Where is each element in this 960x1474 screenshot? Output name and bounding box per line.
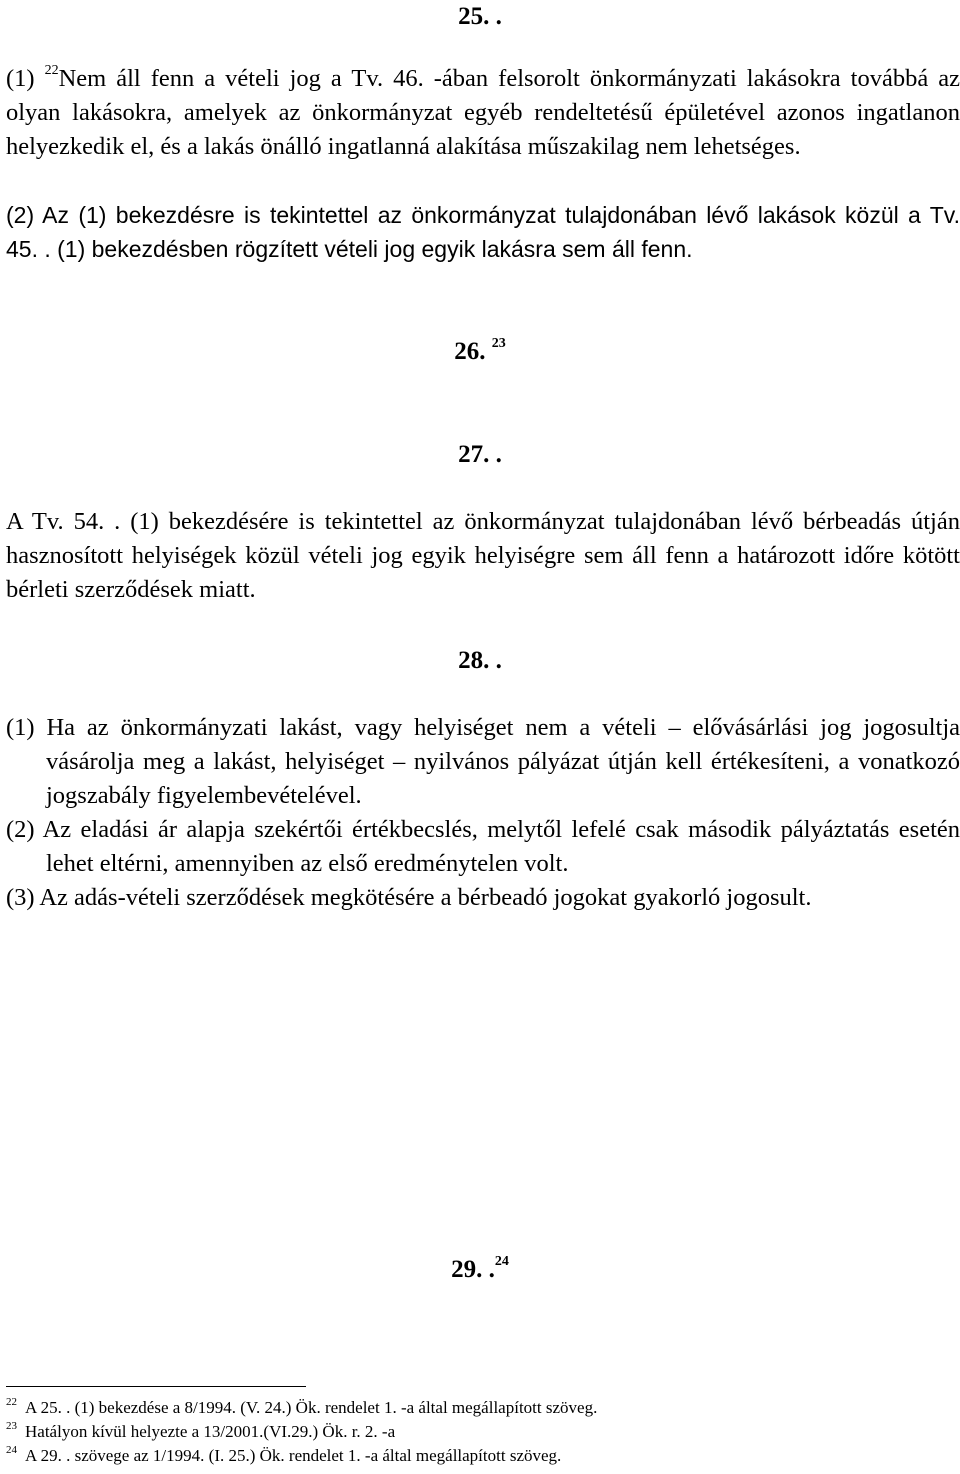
section-25-paragraph-1 [6, 62, 960, 164]
section-26-heading [0, 337, 960, 367]
footnote-number: 22 [6, 1396, 17, 1408]
footnote-22 [6, 1398, 960, 1418]
section-28-paragraph-2: (2) Az eladási ár alapja szekértői értékbecslés, melytől lefelé csak második pályáztatás esetén lehet eltérni, amennyiben az első eredménytelen volt. [6, 816, 960, 877]
section-25-heading: 25. . [458, 3, 502, 30]
footnote-ref-22[interactable]: 22 [44, 63, 59, 78]
section-29-heading-text: 29. . [451, 1256, 495, 1283]
footnote-23 [6, 1422, 960, 1442]
section-28-paragraph-3: (3) Az adás-vételi szerződések megkötésére a bérbeadó jogokat gyakorló jogosult. [6, 884, 812, 911]
footnote-text: Hatályon kívül helyezte a 13/2001.(VI.29.) Ök. r. 2. -a [25, 1422, 396, 1441]
section-26-heading-text: 26. [454, 338, 492, 365]
section-29-heading [0, 1255, 960, 1285]
footnote-text: A 29. . szövege az 1/1994. (I. 25.) Ök. rendelet 1. -a által megállapított szöveg. [25, 1446, 562, 1465]
section-27-paragraph-1: A Tv. 54. . (1) bekezdésére is tekintettel az önkormányzat tulajdonában lévő bérbeadás útján hasznosított helyiségek közül vételi jog egyik helyiségre sem áll fenn a határozott időre kötött bérleti szerződések miatt. [6, 508, 960, 603]
footnote-ref-23[interactable]: 23 [491, 336, 506, 351]
footnote-24 [6, 1446, 960, 1466]
paragraph-number: (1) [6, 65, 35, 92]
footnote-number: 23 [6, 1420, 17, 1432]
footnote-number: 24 [6, 1444, 17, 1456]
footnote-text: A 25. . (1) bekezdése a 8/1994. (V. 24.) Ök. rendelet 1. -a által megállapított szöveg. [25, 1398, 598, 1417]
section-27-heading: 27. . [458, 441, 502, 468]
section-25-paragraph-2: (2) Az (1) bekezdésre is tekintettel az önkormányzat tulajdonában lévő lakások közül a Tv. 45. . (1) bekezdésben rögzített vételi jog egyik lakásra sem áll fenn. [6, 202, 960, 262]
paragraph-text: Nem áll fenn a vételi jog a Tv. 46. -ában felsorolt önkormányzati lakásokra továbbá az olyan lakásokra, amelyek az önkormányzat egyéb rendeltetésű épületével azonos ingatlanon helyezkedik el, és a lakás önálló ingatlanná alakítása műszakilag nem lehetséges. [6, 65, 960, 160]
section-28-paragraph-1: (1) Ha az önkormányzati lakást, vagy helyiséget nem a vételi – elővásárlási jog jogosultja vásárolja meg a lakást, helyiséget – nyilvános pályázat útján kell értékesíteni, a vonatkozó jogszabály figyelembevételével. [6, 714, 960, 809]
footnote-ref-24[interactable]: 24 [494, 1254, 509, 1269]
footnote-separator [6, 1386, 306, 1387]
section-28-heading: 28. . [458, 647, 502, 674]
